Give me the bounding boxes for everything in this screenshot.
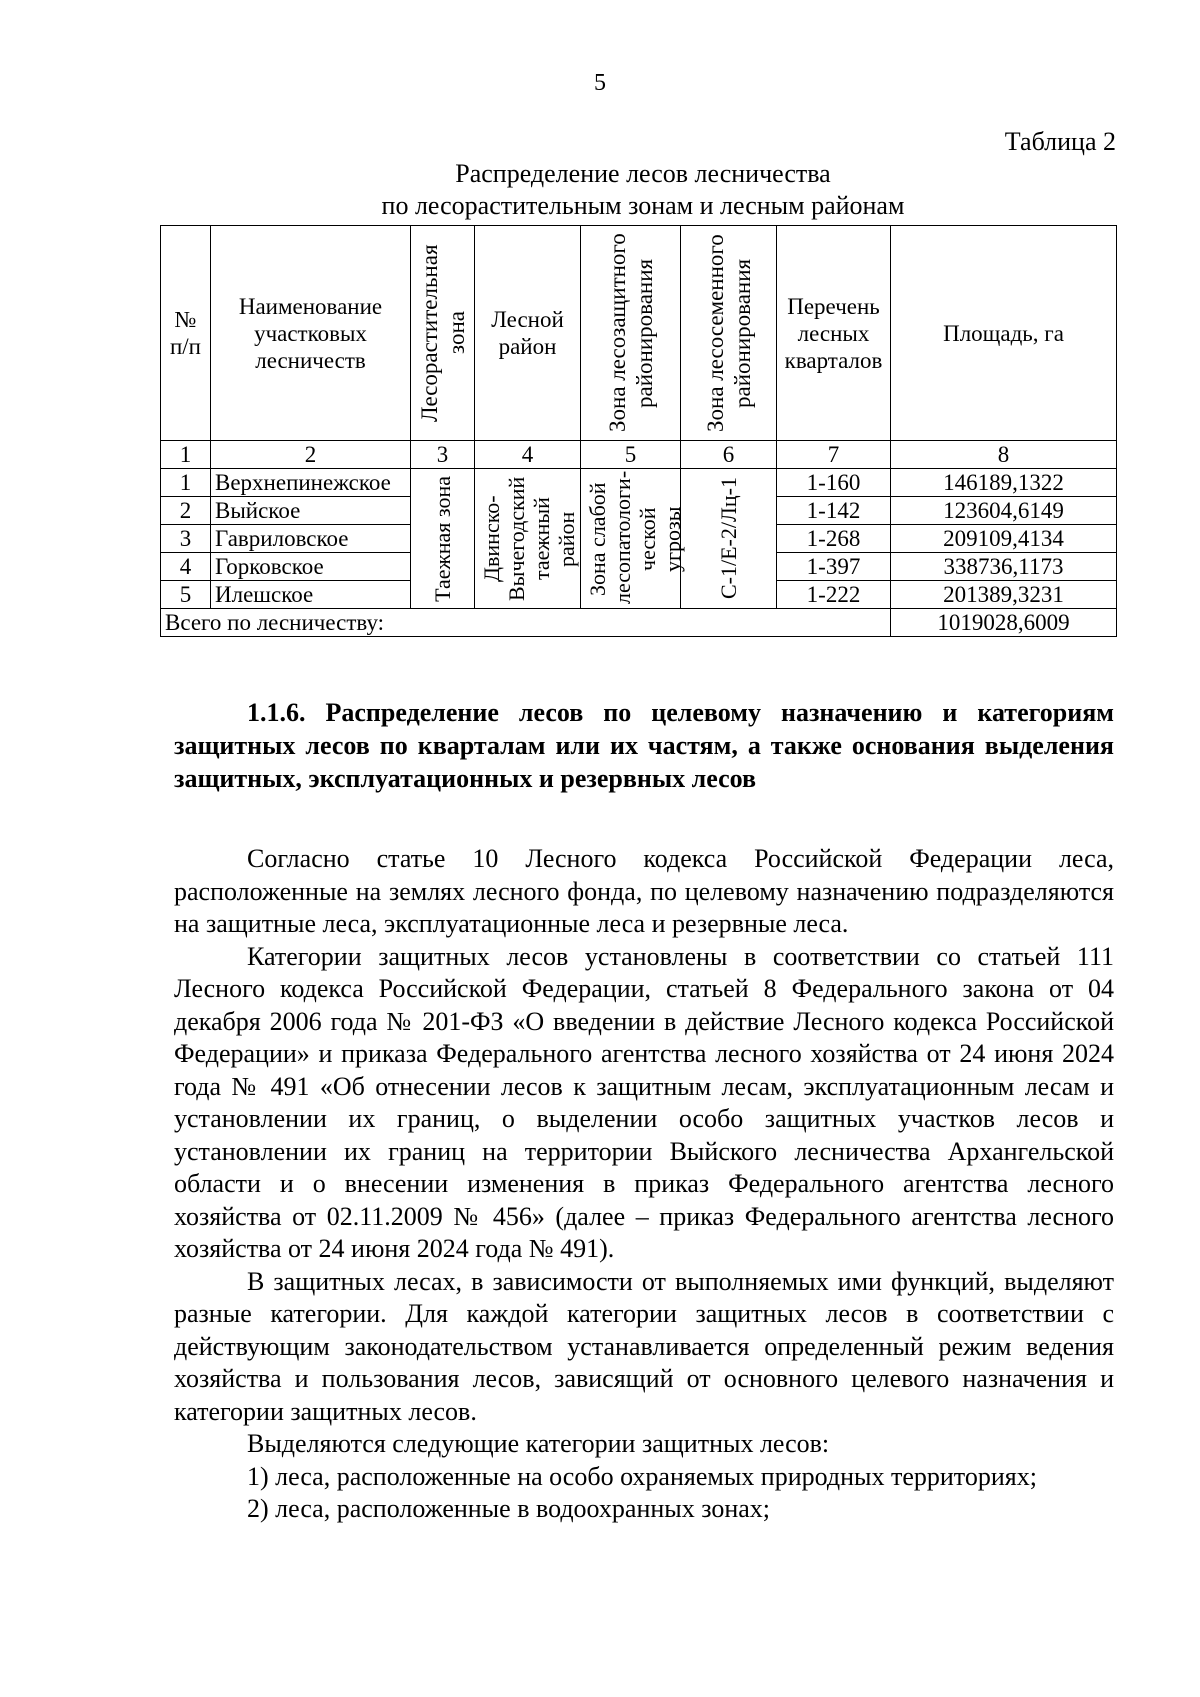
paragraph: В защитных лесах, в зависимости от выполняемых ими функций, выделяют разные категории. Для каждой категории защитных лесов в соответствии с действующим законодательством устанавливается определенный режим ведения хозяйства и пользования лесов, зависящий от основного целевого назначения и категории защитных лесов. bbox=[174, 1266, 1114, 1426]
merged-district-text: Двинско-Вычегодский таежный район bbox=[479, 476, 579, 601]
paragraph: Выделяются следующие категории защитных лесов: bbox=[247, 1429, 830, 1458]
row-num: 2 bbox=[161, 497, 211, 525]
header-seed-zoning-text: Зона лесосеменного районирования bbox=[702, 234, 755, 432]
total-label: Всего по лесничеству: bbox=[161, 609, 891, 637]
merged-seed-zoning-text: С-1/Е-2/Лц-1 bbox=[716, 477, 741, 600]
header-zone bbox=[411, 226, 475, 441]
table-title bbox=[160, 158, 1126, 222]
column-number: 2 bbox=[211, 441, 411, 469]
total-row bbox=[161, 609, 1117, 637]
list-item: 1) леса, расположенные на особо охраняемых природных территориях; bbox=[247, 1461, 1037, 1491]
column-number: 6 bbox=[681, 441, 777, 469]
header-district: Лесной район bbox=[475, 226, 581, 441]
header-zone-text: Лесорастительная зона bbox=[416, 244, 469, 422]
list-item: 2) леса, расположенные в водоохранных зонах; bbox=[247, 1494, 771, 1523]
row-quarters: 1-160 bbox=[777, 469, 891, 497]
header-seed-zoning bbox=[681, 226, 777, 441]
header-num: № п/п bbox=[161, 226, 211, 441]
section-heading-text: 1.1.6. Распределение лесов по целевому назначению и категориям защитных лесов по кварталам или их частям, а также основания выделения защитных, эксплуатационных и резервных лесов bbox=[174, 698, 1114, 793]
row-area: 146189,1322 bbox=[891, 469, 1117, 497]
row-area: 338736,1173 bbox=[891, 553, 1117, 581]
section-heading bbox=[174, 696, 1114, 795]
body-text bbox=[174, 843, 1114, 1526]
paragraph: Категории защитных лесов установлены в соответствии со статьей 111 Лесного кодекса Российской Федерации, статьей 8 Федерального закона от 04 декабря 2006 года № 201-ФЗ «О введении в действие Лесного кодекса Российской Федерации» и приказа Федерального агентства лесного хозяйства от 24 июня 2024 года № 491 «Об отнесении лесов к защитным лесам, эксплуатационным лесам и установлении их границ, о выделении особо защитных участков лесов и установлении их границ на территории Выйского лесничества Архангельской области и о внесении изменения в приказ Федерального агентства лесного хозяйства от 02.11.2009 № 456» (далее – приказ Федерального агентства лесного хозяйства от 24 июня 2024 года № 491). bbox=[174, 941, 1114, 1263]
table-label: Таблица 2 bbox=[1004, 127, 1116, 156]
forest-distribution-table bbox=[160, 225, 1117, 637]
merged-seed-zoning bbox=[681, 469, 777, 609]
merged-zone bbox=[411, 469, 475, 609]
row-area: 123604,6149 bbox=[891, 497, 1117, 525]
row-quarters: 1-142 bbox=[777, 497, 891, 525]
merged-protective-zoning-text: Зона слабой лесопатологи-ческой угрозы bbox=[585, 470, 685, 604]
row-area: 209109,4134 bbox=[891, 525, 1117, 553]
total-value: 1019028,6009 bbox=[891, 609, 1117, 637]
header-protective-zoning bbox=[581, 226, 681, 441]
row-name: Илешское bbox=[211, 581, 411, 609]
row-quarters: 1-397 bbox=[777, 553, 891, 581]
row-name: Горковское bbox=[211, 553, 411, 581]
row-num: 1 bbox=[161, 469, 211, 497]
row-name: Гавриловское bbox=[211, 525, 411, 553]
header-name: Наименование участковых лесничеств bbox=[211, 226, 411, 441]
merged-district bbox=[475, 469, 581, 609]
row-area: 201389,3231 bbox=[891, 581, 1117, 609]
row-quarters: 1-222 bbox=[777, 581, 891, 609]
table-header-row bbox=[161, 226, 1117, 441]
column-number: 7 bbox=[777, 441, 891, 469]
column-number: 5 bbox=[581, 441, 681, 469]
merged-zone-text: Таежная зона bbox=[430, 475, 455, 602]
row-name: Верхнепинежское bbox=[211, 469, 411, 497]
paragraph: Согласно статье 10 Лесного кодекса Российской Федерации леса, расположенные на землях лесного фонда, по целевому назначению подразделяются на защитные леса, эксплуатационные леса и резервные леса. bbox=[174, 844, 1114, 938]
column-number-row bbox=[161, 441, 1117, 469]
table-title-line1: Распределение лесов лесничества bbox=[455, 159, 831, 188]
row-num: 4 bbox=[161, 553, 211, 581]
row-name: Выйское bbox=[211, 497, 411, 525]
header-protective-zoning-text: Зона лесозащитного районирования bbox=[604, 233, 657, 433]
table-title-line2: по лесорастительным зонам и лесным районам bbox=[381, 191, 905, 220]
merged-protective-zoning bbox=[581, 469, 685, 609]
header-quarters: Перечень лесных кварталов bbox=[777, 226, 891, 441]
column-number: 4 bbox=[475, 441, 581, 469]
header-area: Площадь, га bbox=[891, 226, 1117, 441]
column-number: 8 bbox=[891, 441, 1117, 469]
column-number: 3 bbox=[411, 441, 475, 469]
page-number: 5 bbox=[594, 70, 606, 96]
table-row bbox=[161, 469, 1117, 497]
row-num: 5 bbox=[161, 581, 211, 609]
column-number: 1 bbox=[161, 441, 211, 469]
row-num: 3 bbox=[161, 525, 211, 553]
row-quarters: 1-268 bbox=[777, 525, 891, 553]
